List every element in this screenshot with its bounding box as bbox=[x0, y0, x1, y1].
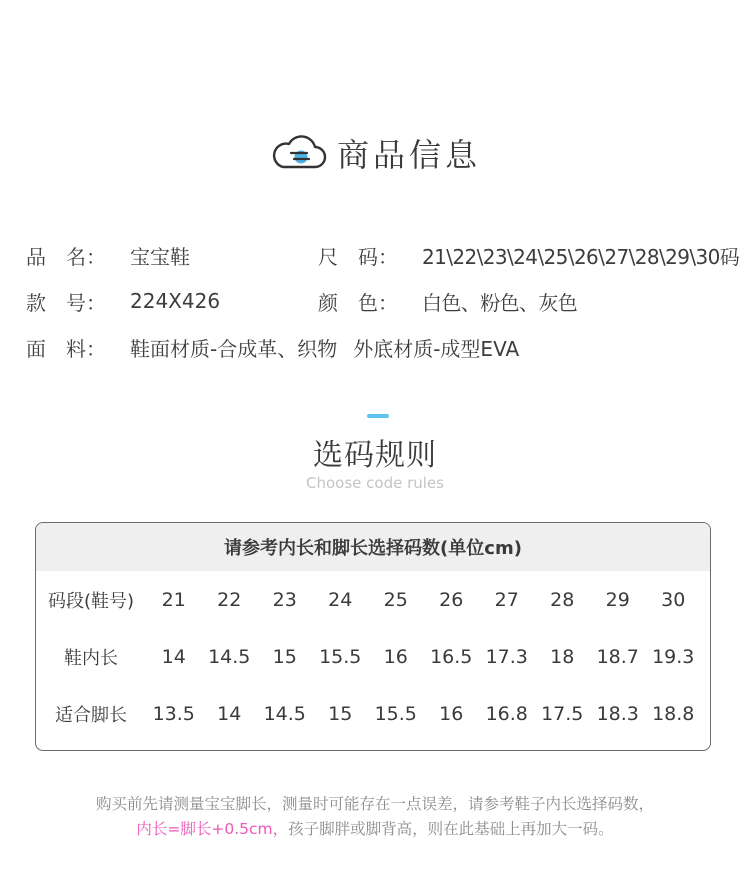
table-cell: 15.5 bbox=[319, 645, 362, 668]
note-highlight: 内长=脚长+0.5cm， bbox=[136, 820, 289, 838]
table-cell: 17.3 bbox=[485, 645, 528, 668]
table-cell: 18 bbox=[550, 645, 575, 668]
row-label: 码段(鞋号) bbox=[47, 590, 135, 612]
table-cell: 18.3 bbox=[596, 702, 639, 725]
accent-bar bbox=[367, 414, 389, 418]
table-cell: 19.3 bbox=[652, 645, 695, 668]
rules-subtitle: Choose code rules bbox=[306, 474, 444, 492]
table-cell: 22 bbox=[217, 588, 242, 611]
table-cell: 17.5 bbox=[541, 702, 584, 725]
table-cell: 29 bbox=[605, 588, 630, 611]
sole-material-value: 外底材质-成型EVA bbox=[353, 336, 520, 361]
name-label: 品 名： bbox=[26, 244, 106, 269]
model-label: 款 号： bbox=[26, 290, 106, 315]
note-line-2 bbox=[0, 817, 750, 839]
size-table bbox=[35, 522, 711, 751]
table-cell: 16.8 bbox=[485, 702, 528, 725]
size-value: 21\22\23\24\25\26\27\28\29\30码 bbox=[422, 244, 740, 269]
table-cell: 15.5 bbox=[374, 702, 417, 725]
table-cell: 26 bbox=[439, 588, 464, 611]
material-label: 面 料： bbox=[26, 336, 106, 361]
note-rest: 孩子脚胖或脚背高，则在此基础上再加大一码。 bbox=[288, 820, 614, 838]
foot-length-row bbox=[36, 685, 710, 742]
page-title: 商品信息 bbox=[336, 136, 481, 174]
table-cell: 16 bbox=[383, 645, 408, 668]
size-table-body bbox=[36, 571, 710, 742]
table-cell: 14 bbox=[217, 702, 242, 725]
inner-length-row bbox=[36, 628, 710, 685]
color-value: 白色、粉色、灰色 bbox=[422, 290, 578, 315]
info-row-model bbox=[26, 278, 746, 324]
table-cell: 18.7 bbox=[596, 645, 639, 668]
table-cell: 28 bbox=[550, 588, 575, 611]
table-cell: 23 bbox=[272, 588, 297, 611]
table-cell: 16.5 bbox=[430, 645, 473, 668]
table-cell: 30 bbox=[661, 588, 686, 611]
table-cell: 14.5 bbox=[208, 645, 251, 668]
info-row-name bbox=[26, 232, 746, 278]
table-cell: 18.8 bbox=[652, 702, 695, 725]
color-label: 颜 色： bbox=[318, 290, 398, 315]
info-row-material bbox=[26, 324, 746, 370]
table-cell: 27 bbox=[494, 588, 519, 611]
table-cell: 25 bbox=[383, 588, 408, 611]
table-cell: 14 bbox=[161, 645, 186, 668]
table-cell: 15 bbox=[272, 645, 297, 668]
rules-title: 选码规则 bbox=[313, 438, 437, 473]
model-value: 224X426 bbox=[130, 289, 221, 313]
upper-material-value: 鞋面材质-合成革、织物 bbox=[130, 336, 338, 361]
table-cell: 15 bbox=[328, 702, 353, 725]
cloud-icon bbox=[269, 133, 327, 173]
table-cell: 16 bbox=[439, 702, 464, 725]
section-header bbox=[0, 130, 750, 176]
note-line-1: 购买前先请测量宝宝脚长，测量时可能存在一点误差，请参考鞋子内长选择码数， bbox=[95, 795, 654, 813]
size-label: 尺 码： bbox=[318, 244, 398, 269]
size-table-header: 请参考内长和脚长选择码数(单位cm) bbox=[36, 523, 710, 571]
row-label: 适合脚长 bbox=[55, 704, 127, 726]
table-cell: 24 bbox=[328, 588, 353, 611]
table-cell: 21 bbox=[161, 588, 186, 611]
row-label: 鞋内长 bbox=[64, 647, 118, 669]
table-cell: 13.5 bbox=[152, 702, 195, 725]
table-cell: 14.5 bbox=[263, 702, 306, 725]
name-value: 宝宝鞋 bbox=[130, 244, 190, 269]
product-info bbox=[26, 232, 746, 370]
size-row bbox=[36, 571, 710, 628]
